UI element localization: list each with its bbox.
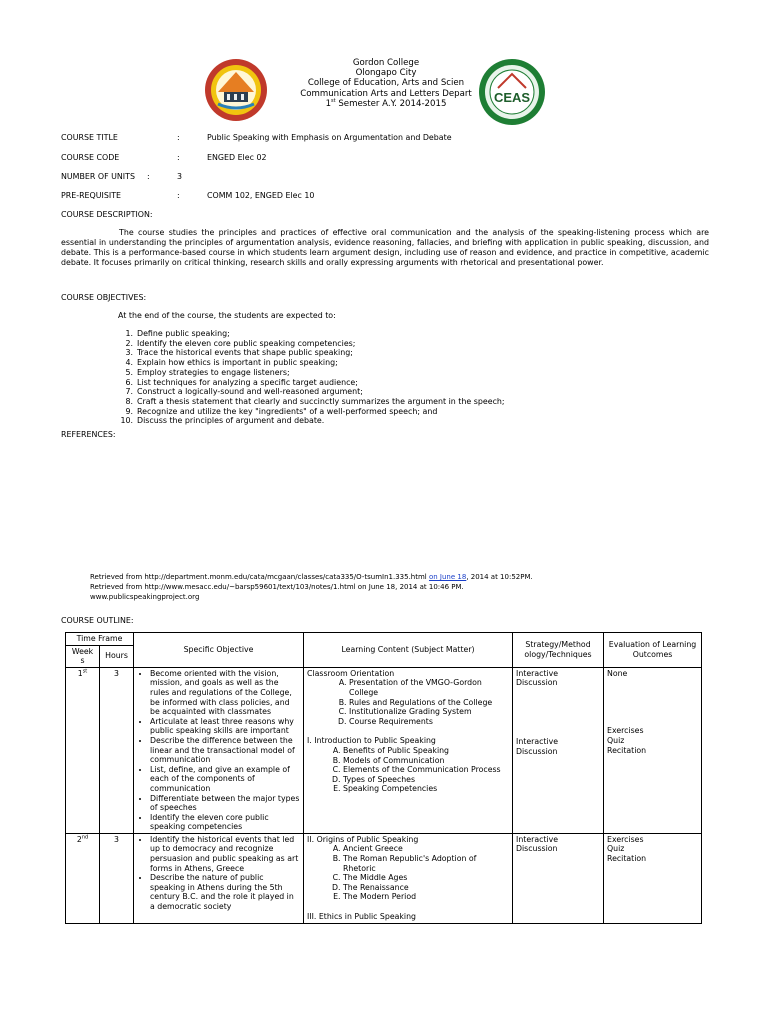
list-item: C. Institutionalize Grading System bbox=[349, 707, 509, 717]
units-value: 3 bbox=[177, 172, 183, 181]
content-cell bbox=[304, 833, 513, 923]
list-item: • Differentiate between the major types of speeches bbox=[150, 794, 300, 813]
table-row bbox=[66, 667, 702, 833]
objective-item: 1. Define public speaking; bbox=[125, 329, 230, 338]
department-name: Communication Arts and Letters Depart bbox=[300, 88, 472, 99]
objective-item: 5. Employ strategies to engage listeners; bbox=[125, 367, 290, 377]
content-section-title: I. Introduction to Public Speaking bbox=[307, 736, 436, 746]
objective-item: 3. Trace the historical events that shape public speaking; bbox=[125, 348, 353, 358]
strategy-header: Strategy/Method ology/Techniques bbox=[513, 633, 604, 668]
course-code-label: COURSE CODE bbox=[61, 153, 120, 162]
list-item: • List, define, and give an example of each of the components of communication bbox=[150, 765, 300, 794]
list-item: • Identify the eleven core public speaking competencies bbox=[150, 813, 300, 832]
list-item: E. The Modern Period bbox=[343, 892, 509, 902]
objective-item: 8. Craft a thesis statement that clearly and succinctly summarizes the argument in the speech; bbox=[125, 396, 505, 406]
reference-1-link[interactable]: on June 18 bbox=[428, 573, 467, 581]
references-heading: REFERENCES: bbox=[61, 430, 116, 439]
city-name: Olongapo City bbox=[355, 68, 417, 79]
evaluation-text: Quiz bbox=[607, 844, 625, 854]
objective-header: Specific Objective bbox=[134, 633, 304, 668]
objective-item: 10. Discuss the principles of argument and debate. bbox=[120, 416, 325, 426]
list-item: • Articulate at least three reasons why public speaking skills are important bbox=[150, 717, 300, 736]
hours-cell: 3 bbox=[100, 667, 134, 833]
objective-item: 9. Recognize and utilize the key "ingredients" of a well-performed speech; and bbox=[125, 406, 438, 416]
evaluation-text: Recitation bbox=[607, 854, 647, 864]
units-separator: : bbox=[147, 172, 150, 181]
hours-header: Hours bbox=[100, 645, 134, 667]
evaluation-text: Exercises bbox=[607, 834, 644, 844]
strategy-text: Discussion bbox=[516, 844, 558, 854]
description-heading: COURSE DESCRIPTION: bbox=[61, 210, 153, 219]
semester-line: 1st Semester A.Y. 2014-2015 bbox=[325, 97, 447, 109]
prerequisite-value: COMM 102, ENGED Elec 10 bbox=[207, 191, 315, 200]
course-code-separator: : bbox=[177, 153, 180, 162]
course-title-separator: : bbox=[177, 133, 180, 142]
list-item: D. The Renaissance bbox=[343, 883, 509, 893]
evaluation-header: Evaluation of Learning Outcomes bbox=[604, 633, 702, 668]
objectives-list bbox=[118, 329, 505, 426]
course-outline-table bbox=[65, 632, 702, 924]
strategy-text: Interactive bbox=[516, 736, 559, 746]
college-name: Gordon College bbox=[352, 58, 420, 68]
objectives-intro: At the end of the course, the students are expected to: bbox=[118, 311, 336, 320]
list-item: C. Elements of the Communication Process bbox=[343, 765, 509, 775]
list-item: D. Course Requirements bbox=[349, 717, 509, 727]
ceas-seal-logo bbox=[478, 58, 546, 126]
evaluation-text: Recitation bbox=[607, 745, 647, 755]
list-item: C. The Middle Ages bbox=[343, 873, 509, 883]
college-unit: College of Education, Arts and Scien bbox=[307, 78, 465, 89]
course-code-value: ENGED Elec 02 bbox=[207, 153, 267, 162]
svg-text:CEAS: CEAS bbox=[493, 90, 531, 105]
objective-cell bbox=[134, 833, 304, 923]
strategy-text: Discussion bbox=[516, 746, 558, 756]
evaluation-cell bbox=[604, 667, 702, 833]
strategy-cell bbox=[513, 833, 604, 923]
evaluation-text: Quiz bbox=[607, 735, 625, 745]
evaluation-text: Exercises bbox=[607, 726, 644, 736]
list-item: E. Speaking Competencies bbox=[343, 784, 509, 794]
list-item: B. The Roman Republic's Adoption of Rhetoric bbox=[343, 854, 509, 873]
list-item: A. Benefits of Public Speaking bbox=[343, 746, 509, 756]
list-item: A. Ancient Greece bbox=[343, 844, 509, 854]
content-cell bbox=[304, 667, 513, 833]
list-item: D. Types of Speeches bbox=[343, 775, 509, 785]
units-label: NUMBER OF UNITS bbox=[61, 172, 135, 181]
list-item: • Describe the nature of public speaking in Athens during the 5th century B.C. and the role it played in a democratic society bbox=[150, 873, 300, 911]
list-item: • Describe the difference between the linear and the transactional model of communication bbox=[150, 736, 300, 765]
reference-3: www.publicspeakingproject.org bbox=[90, 593, 200, 601]
prerequisite-label: PRE-REQUISITE bbox=[61, 191, 121, 200]
content-section-title: III. Ethics in Public Speaking bbox=[307, 912, 416, 922]
content-section-title: Classroom Orientation bbox=[307, 668, 395, 678]
objective-item: 2. Identify the eleven core public speaking competencies; bbox=[125, 338, 356, 348]
objective-item: 6. List techniques for analyzing a specific target audience; bbox=[125, 377, 358, 387]
time-frame-header: Time Frame bbox=[66, 633, 134, 646]
reference-1: Retrieved from http://department.monm.edu/cata/mcgaan/classes/cata335/O-tsumIn1.335.html on June 18, 2014 at 10:52PM. bbox=[90, 573, 533, 581]
objective-item: 7. Construct a logically-sound and well-reasoned argument; bbox=[125, 387, 363, 397]
evaluation-cell bbox=[604, 833, 702, 923]
institution-header bbox=[296, 58, 476, 109]
list-item: B. Rules and Regulations of the College bbox=[349, 698, 509, 708]
objective-item: 4. Explain how ethics is important in public speaking; bbox=[125, 358, 338, 368]
table-header-row bbox=[66, 633, 702, 646]
content-section-title: II. Origins of Public Speaking bbox=[307, 834, 419, 844]
strategy-text: Interactive bbox=[516, 668, 559, 678]
list-item: B. Models of Communication bbox=[343, 756, 509, 766]
week-cell: 1st bbox=[66, 667, 100, 833]
table-row bbox=[66, 833, 702, 923]
description-paragraph: The course studies the principles and practices of effective oral communication and the analysis of the speaking-listening process which are essential in understanding the principles of argumentation analysis, evidence reasoning, fallacies, and briefing with application in public speaking, discussion, and debate. This is a performance-based course in which students learn argument design, including use of reason and evidence, and practice in competitive, academic debate. It focuses primarily on critical thinking, research skills and orally expressing arguments with rhetorical and presentational power. bbox=[61, 228, 709, 267]
evaluation-text: None bbox=[607, 668, 628, 678]
gordon-college-seal-logo bbox=[204, 58, 268, 122]
strategy-cell bbox=[513, 667, 604, 833]
objective-cell bbox=[134, 667, 304, 833]
reference-2: Retrieved from http://www.mesacc.edu/~barsp59601/text/103/notes/1.html on June 18, 2014 at 10:46 PM. bbox=[90, 583, 464, 591]
list-item: • Identify the historical events that led up to democracy and recognize persuasion and public speaking as art forms in Athens, Greece bbox=[150, 835, 300, 873]
hours-cell: 3 bbox=[100, 833, 134, 923]
list-item: • Become oriented with the vision, mission, and goals as well as the rules and regulations of the College, be informed with class policies, and be acquainted with classmates bbox=[150, 669, 300, 717]
course-title-value: Public Speaking with Emphasis on Argumentation and Debate bbox=[207, 133, 452, 142]
objectives-heading: COURSE OBJECTIVES: bbox=[61, 293, 147, 302]
course-title-label: COURSE TITLE bbox=[61, 133, 118, 142]
prerequisite-separator: : bbox=[177, 191, 180, 200]
strategy-text: Discussion bbox=[516, 678, 558, 688]
weeks-header: Week s bbox=[66, 645, 100, 667]
list-item: A. Presentation of the VMGO-Gordon College bbox=[349, 678, 509, 697]
content-header: Learning Content (Subject Matter) bbox=[304, 633, 513, 668]
strategy-text: Interactive bbox=[516, 834, 559, 844]
week-cell: 2nd bbox=[66, 833, 100, 923]
outline-heading: COURSE OUTLINE: bbox=[61, 616, 134, 625]
